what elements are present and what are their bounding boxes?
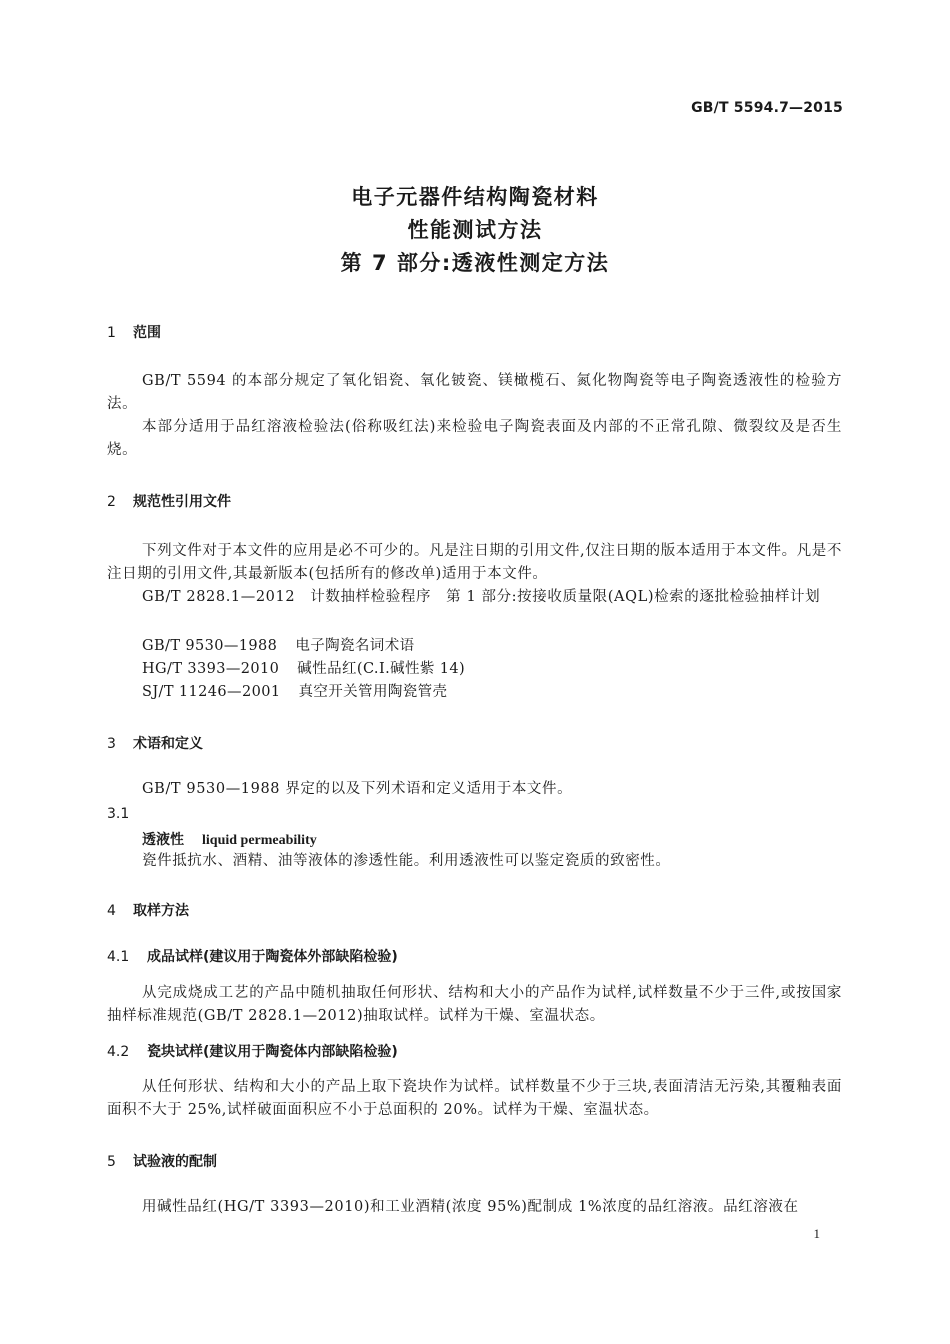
subsection-title: 瓷块试样(建议用于陶瓷体内部缺陷检验) xyxy=(147,1044,398,1060)
term-entry xyxy=(142,829,317,849)
subsection-number: 4.2 xyxy=(107,1044,130,1060)
reference-item xyxy=(142,634,415,655)
reference-title: 真空开关管用陶瓷管壳 xyxy=(298,684,448,700)
reference-title: 电子陶瓷名词术语 xyxy=(295,638,415,654)
term-chinese: 透液性 xyxy=(142,832,184,848)
term-definition: 瓷件抵抗水、酒精、油等液体的渗透性能。利用透液性可以鉴定瓷质的致密性。 xyxy=(142,853,671,869)
standard-code: GB/T 5594.7—2015 xyxy=(691,100,843,116)
reference-code: HG/T 3393—2010 xyxy=(142,661,280,677)
section-title: 试验液的配制 xyxy=(133,1154,217,1170)
reference-title: 碱性品红(C.I.碱性紫 14) xyxy=(297,661,466,677)
reference-code: GB/T 9530—1988 xyxy=(142,638,278,654)
section-number: 5 xyxy=(107,1154,116,1170)
section-number: 1 xyxy=(107,325,116,341)
section-3-heading xyxy=(107,733,203,753)
section-title: 术语和定义 xyxy=(133,736,203,752)
section-number: 4 xyxy=(107,903,116,919)
document-title-line-2: 性能测试方法 xyxy=(407,218,543,242)
subsection-4-1-heading xyxy=(107,946,398,966)
section-3-paragraph-1: GB/T 9530—1988 界定的以及下列术语和定义适用于本文件。 xyxy=(142,781,573,797)
section-number: 2 xyxy=(107,494,116,510)
section-1-paragraph-1: GB/T 5594 的本部分规定了氧化铝瓷、氧化铍瓷、镁橄榄石、氮化物陶瓷等电子陶瓷透液性的检验方法。 xyxy=(107,373,842,412)
subsection-title: 成品试样(建议用于陶瓷体外部缺陷检验) xyxy=(147,949,398,965)
section-title: 范围 xyxy=(133,325,161,341)
section-5-paragraph-1: 用碱性品红(HG/T 3393—2010)和工业酒精(浓度 95%)配制成 1%浓度的品红溶液。品红溶液在 xyxy=(142,1199,799,1215)
section-title: 取样方法 xyxy=(133,903,189,919)
reference-item xyxy=(142,680,447,701)
section-5-heading xyxy=(107,1151,217,1171)
document-title-line-1: 电子元器件结构陶瓷材料 xyxy=(351,185,599,209)
reference-gbt-2828: GB/T 2828.1—2012 计数抽样检验程序 第 1 部分:按接收质量限(AQL)检索的逐批检验抽样计划 xyxy=(142,589,821,605)
section-2-heading xyxy=(107,491,231,511)
section-4-heading xyxy=(107,900,189,920)
subsection-4-2-heading xyxy=(107,1041,398,1061)
subsection-4-2-paragraph: 从任何形状、结构和大小的产品上取下瓷块作为试样。试样数量不少于三块,表面清洁无污染,其覆釉表面面积不大于 25%,试样破面面积应不小于总面积的 20%。试样为干燥、室温状态。 xyxy=(107,1079,842,1118)
subsection-number: 4.1 xyxy=(107,949,130,965)
term-english: liquid permeability xyxy=(202,833,317,848)
section-2-paragraph-1: 下列文件对于本文件的应用是必不可少的。凡是注日期的引用文件,仅注日期的版本适用于本文件。凡是不注日期的引用文件,其最新版本(包括所有的修改单)适用于本文件。 xyxy=(107,543,842,582)
section-title: 规范性引用文件 xyxy=(133,494,231,510)
clause-number: 3.1 xyxy=(107,806,130,822)
section-number: 3 xyxy=(107,736,116,752)
document-title-line-3: 第 7 部分:透液性测定方法 xyxy=(340,251,610,275)
section-1-heading xyxy=(107,322,161,342)
page-number: 1 xyxy=(813,1226,820,1241)
reference-code: SJ/T 11246—2001 xyxy=(142,684,281,700)
section-1-paragraph-2: 本部分适用于品红溶液检验法(俗称吸红法)来检验电子陶瓷表面及内部的不正常孔隙、微裂纹及是否生烧。 xyxy=(107,419,842,458)
reference-item xyxy=(142,657,465,678)
subsection-4-1-paragraph: 从完成烧成工艺的产品中随机抽取任何形状、结构和大小的产品作为试样,试样数量不少于三件,或按国家抽样标准规范(GB/T 2828.1—2012)抽取试样。试样为干燥、室温状态。 xyxy=(107,985,842,1024)
